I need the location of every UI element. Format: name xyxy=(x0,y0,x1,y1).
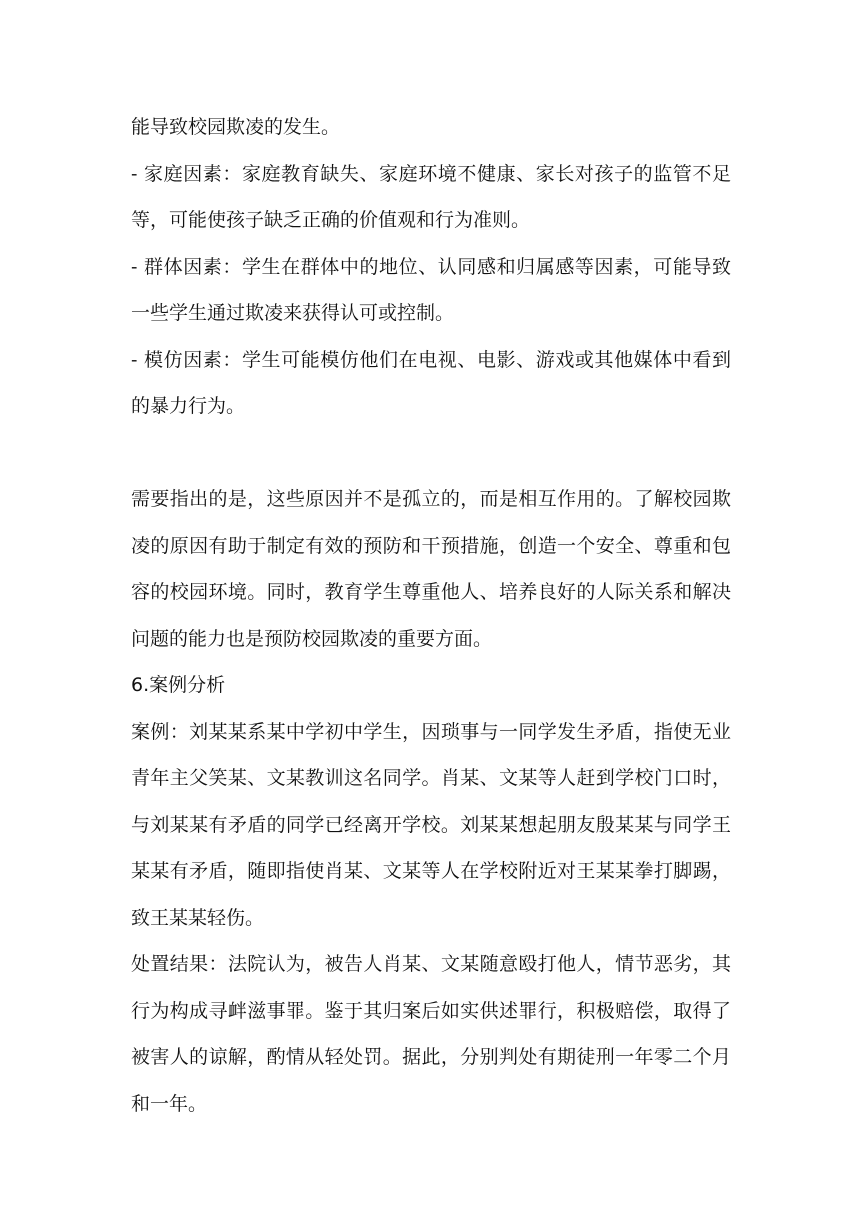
section-heading-case-analysis: 6.案例分析 xyxy=(131,674,226,696)
paragraph-summary: 需要指出的是，这些原因并不是孤立的，而是相互作用的。了解校园欺凌的原因有助于制定有效的预防和干预措施，创造一个安全、尊重和包容的校园环境。同时，教育学生尊重他人、培养良好的人际关系和解决问题的能力也是预防校园欺凌的重要方面。 xyxy=(131,488,731,650)
paragraph-case-outcome: 处置结果：法院认为，被告人肖某、文某随意殴打他人，情节恶劣，其行为构成寻衅滋事罪。鉴于其归案后如实供述罪行，积极赔偿，取得了被害人的谅解，酌情从轻处罚。据此，分别判处有期徒刑一年零二个月和一年。 xyxy=(131,953,731,1115)
paragraph-group-factors: - 群体因素：学生在群体中的地位、认同感和归属感等因素，可能导致一些学生通过欺凌来获得认可或控制。 xyxy=(131,255,731,324)
paragraph-intro-continuation: 能导致校园欺凌的发生。 xyxy=(131,116,341,138)
paragraph-family-factors: - 家庭因素：家庭教育缺失、家庭环境不健康、家长对孩子的监管不足等，可能使孩子缺乏正确的价值观和行为准则。 xyxy=(131,162,731,231)
blank-line xyxy=(131,430,731,477)
document-page xyxy=(131,104,731,1127)
paragraph-imitation-factors: - 模仿因素：学生可能模仿他们在电视、电影、游戏或其他媒体中看到的暴力行为。 xyxy=(131,348,731,417)
paragraph-case-description: 案例：刘某某系某中学初中学生，因琐事与一同学发生矛盾，指使无业青年主父笑某、文某教训这名同学。肖某、文某等人赶到学校门口时，与刘某某有矛盾的同学已经离开学校。刘某某想起朋友殷某某与同学王某某有矛盾，随即指使肖某、文某等人在学校附近对王某某拳打脚踢，致王某某轻伤。 xyxy=(131,720,731,929)
